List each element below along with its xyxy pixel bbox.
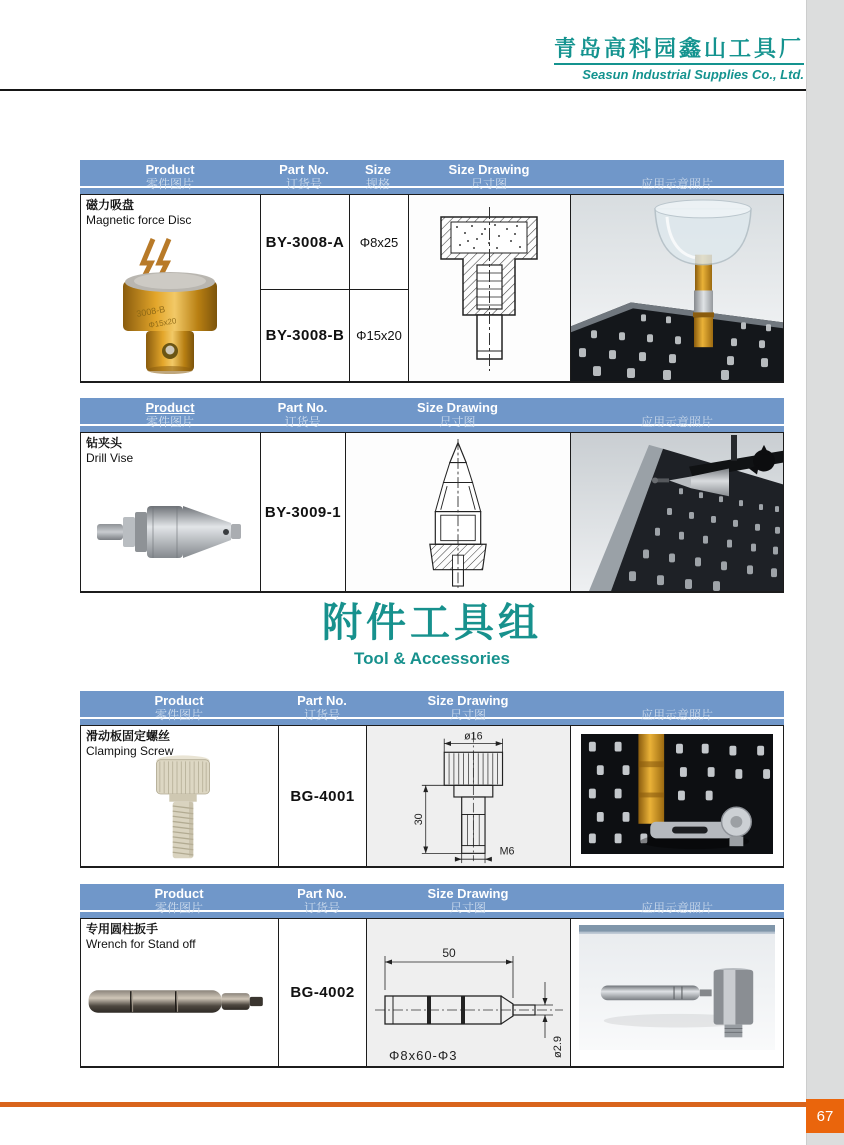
clamping-screw-application-photo [581, 734, 773, 854]
wrench-application-photo [579, 925, 775, 1050]
dim-length-label: 50 [441, 945, 456, 960]
col-size: Size 规格 [364, 162, 391, 191]
drill-vise-application-photo [571, 433, 783, 591]
col-application-photo: 应用示意照片 [640, 177, 713, 191]
size-value: Φ8x25 [359, 234, 399, 250]
application-photo-cell [571, 726, 783, 866]
col-application-photo: 应用示意照片 [640, 901, 713, 915]
product-cell [81, 195, 261, 381]
company-header [554, 36, 804, 82]
dim-head-dia-label: ø16 [464, 730, 483, 743]
col-part-no: Part No. 订货号 [297, 693, 347, 722]
part-cell [261, 433, 346, 591]
disc-marking-2: Φ15x20 [147, 316, 178, 330]
dim-length-label: 30 [412, 812, 425, 825]
table1-body [80, 194, 784, 383]
section-title [80, 600, 784, 669]
table3-header [80, 691, 784, 725]
application-photo-cell [571, 433, 783, 591]
product-cell [81, 919, 279, 1066]
page-edge-strip [806, 0, 844, 1145]
drawing-cell [367, 726, 571, 866]
table4-body [80, 918, 784, 1068]
magnetic-disc-application-photo [571, 195, 783, 381]
dim-thread-label: M6 [499, 844, 515, 857]
part-cell [279, 919, 367, 1066]
product-cell [81, 726, 279, 866]
col-size-drawing: Size Drawing 尺寸图 [427, 886, 509, 915]
part-no-value: BY-3009-1 [264, 503, 342, 521]
disc-marking-1: 3008-B [135, 304, 166, 319]
product-name-en: Clamping Screw [86, 744, 174, 758]
product-name-cn: 滑动板固定螺丝 [86, 729, 171, 743]
table3-body [80, 725, 784, 868]
page-number: 67 [816, 1107, 834, 1125]
clamping-screw-dimension-drawing [381, 727, 556, 866]
page-number-badge [806, 1099, 844, 1133]
col-product: Product 零件图片 [145, 162, 195, 191]
product-name-cn: 钻夹头 [86, 436, 123, 450]
magnetic-disc-section-drawing [427, 201, 552, 376]
col-size-drawing: Size Drawing 尺寸图 [417, 400, 498, 429]
drawing-cell [367, 919, 571, 1066]
part-no-value: BG-4001 [290, 787, 355, 805]
part-no-value: BG-4002 [290, 984, 355, 1001]
table4-header [80, 884, 784, 918]
table-magnetic-disc [80, 160, 784, 383]
drill-vise-photo [83, 477, 258, 587]
col-application-photo: 应用示意照片 [640, 415, 713, 429]
dim-tip-dia-label: ø2.9 [551, 1035, 564, 1058]
product-name-en: Wrench for Stand off [86, 937, 196, 951]
header-rule [0, 89, 806, 91]
product-name-cn: 专用圆柱扳手 [86, 922, 159, 936]
table1-header [80, 160, 784, 194]
product-name-en: Drill Vise [86, 451, 134, 465]
table-wrench [80, 884, 784, 1068]
part-size-cell [261, 195, 409, 381]
section-title-cn: 附件工具组 [322, 601, 542, 645]
table2-header [80, 398, 784, 432]
size-value: Φ15x20 [356, 328, 402, 343]
table-drill-vise [80, 398, 784, 593]
product-name-cn: 磁力吸盘 [86, 198, 135, 212]
drill-vise-section-drawing [399, 435, 517, 590]
drawing-cell [409, 195, 571, 381]
table-clamping-screw [80, 691, 784, 868]
product-cell [81, 433, 261, 591]
clamping-screw-photo [127, 746, 239, 866]
part-no-value: BY-3008-A [265, 233, 345, 251]
magnetic-disc-photo [93, 229, 243, 379]
company-name-cn: 青岛高科园鑫山工具厂 [554, 36, 804, 65]
col-product: Product 零件图片 [145, 400, 195, 429]
company-name-en: Seasun Industrial Supplies Co., Ltd. [582, 67, 804, 82]
col-part-no: Part No. 订货号 [277, 400, 328, 429]
wrench-photo [83, 977, 275, 1026]
drawing-spec-label: Φ8x60-Φ3 [388, 1047, 457, 1063]
col-size-drawing: Size Drawing 尺寸图 [427, 693, 509, 722]
application-photo-cell [571, 919, 783, 1066]
part-cell [279, 726, 367, 866]
col-application-photo: 应用示意照片 [640, 708, 713, 722]
footer-rule [0, 1102, 806, 1107]
part-no-value: BY-3008-B [265, 327, 345, 344]
drawing-cell [346, 433, 571, 591]
col-size-drawing: Size Drawing 尺寸图 [448, 162, 530, 191]
col-part-no: Part No. 订货号 [279, 162, 329, 191]
application-photo-cell [571, 195, 783, 381]
col-product: Product 零件图片 [154, 693, 204, 722]
wrench-dimension-drawing [371, 920, 567, 1066]
section-title-en: Tool & Accessories [354, 649, 510, 668]
table2-body [80, 432, 784, 593]
product-name-en: Magnetic force Disc [86, 213, 192, 227]
col-part-no: Part No. 订货号 [297, 886, 347, 915]
col-product: Product 零件图片 [154, 886, 204, 915]
